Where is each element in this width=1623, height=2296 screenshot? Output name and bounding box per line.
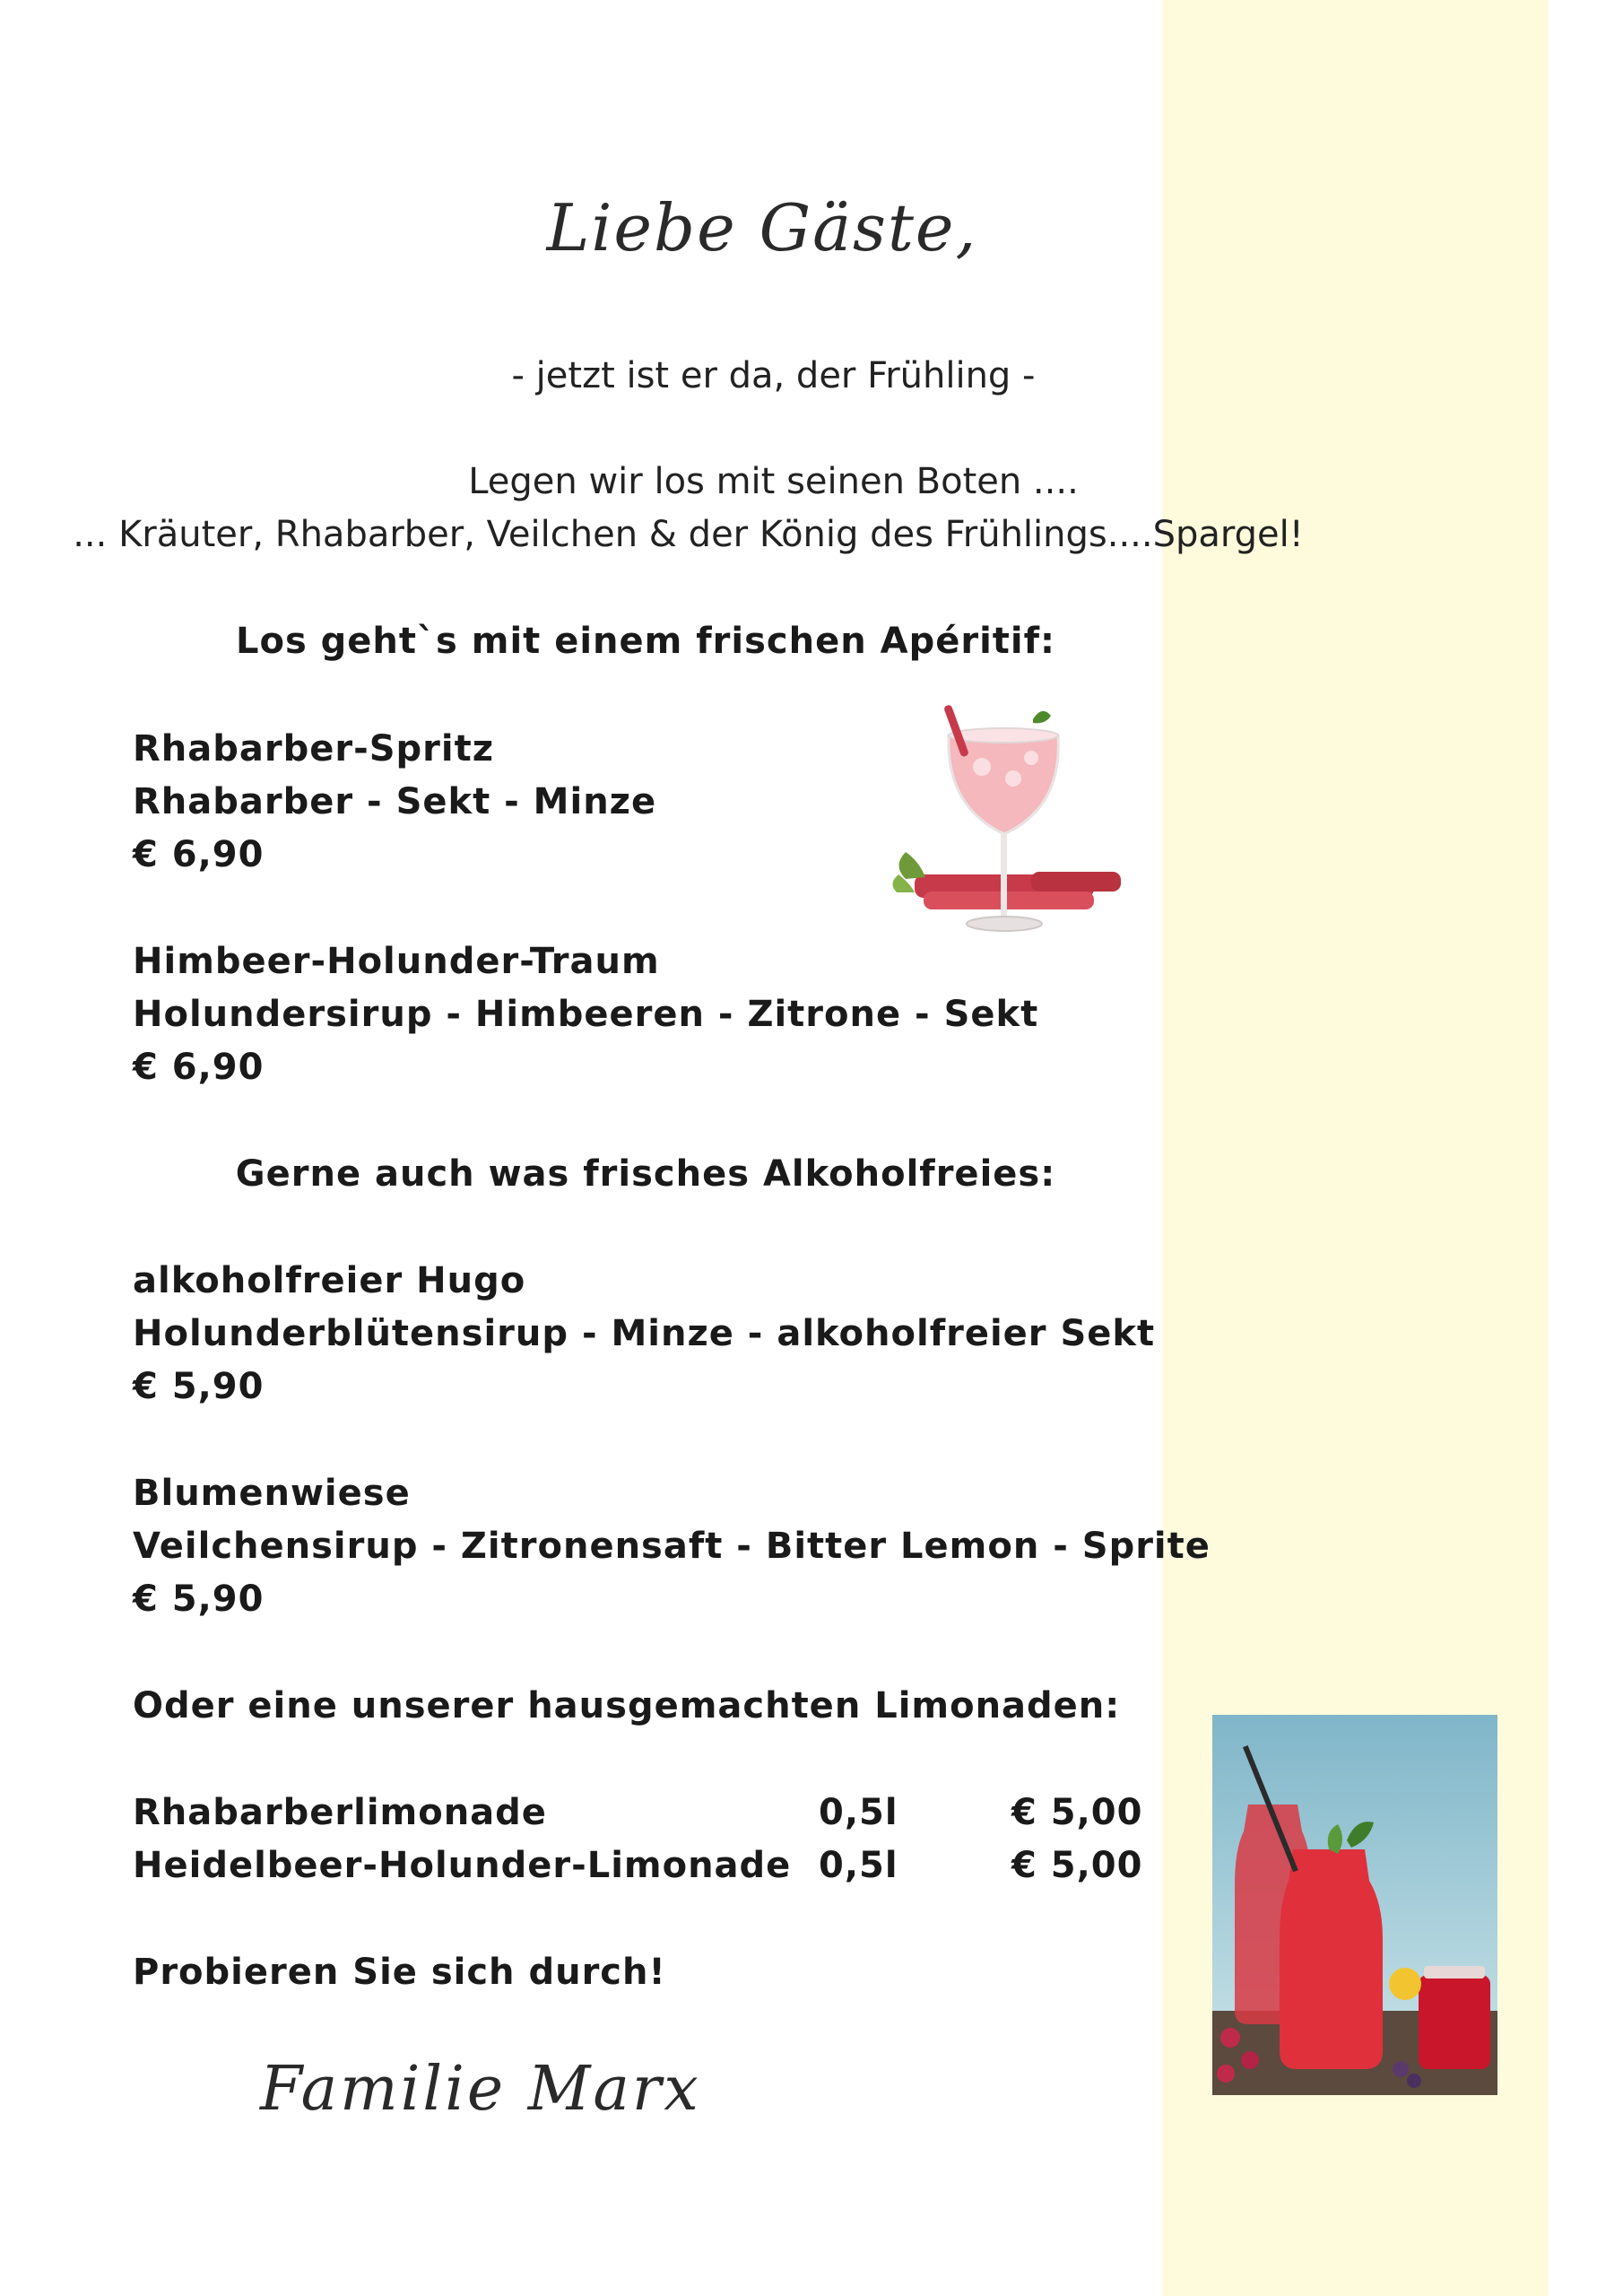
blueberry bbox=[1393, 2061, 1409, 2077]
lemonade-bottle bbox=[1280, 1849, 1383, 2069]
alkoholfrei-item-1-price: € 5,90 bbox=[133, 1366, 265, 1407]
limonade-item-1-name: Rhabarberlimonade bbox=[133, 1792, 547, 1833]
glass-rim bbox=[949, 728, 1058, 743]
greeting-heading: Liebe Gäste, bbox=[546, 190, 978, 265]
raspberry bbox=[1220, 2028, 1240, 2048]
limonade-item-1-volume: 0,5l bbox=[819, 1792, 898, 1833]
aperitif-item-2-ingredients: Holundersirup - Himbeeren - Zitrone - Sekt bbox=[133, 994, 1039, 1035]
aperitif-heading: Los geht`s mit einem frischen Apéritif: bbox=[235, 621, 1056, 662]
limonade-item-1-price: € 5,00 bbox=[1011, 1792, 1143, 1833]
alkoholfrei-item-2-name: Blumenwiese bbox=[133, 1473, 411, 1514]
closing-line: Probieren Sie sich durch! bbox=[133, 1952, 666, 1993]
mint-leaf bbox=[1033, 711, 1051, 723]
alkoholfrei-item-1-ingredients: Holunderblütensirup - Minze - alkoholfreier Sekt bbox=[133, 1313, 1156, 1354]
alkoholfrei-item-2-ingredients: Veilchensirup - Zitronensaft - Bitter Lemon - Sprite bbox=[133, 1526, 1211, 1567]
lemonade-image bbox=[1212, 1715, 1497, 2095]
aperitif-item-2-name: Himbeer-Holunder-Traum bbox=[133, 941, 660, 982]
raspberry bbox=[1241, 2051, 1259, 2069]
ice-cube bbox=[1024, 751, 1038, 765]
jar-rim bbox=[1424, 1966, 1485, 1979]
aperitif-item-1-ingredients: Rhabarber - Sekt - Minze bbox=[133, 781, 657, 822]
limonade-item-2-volume: 0,5l bbox=[819, 1845, 898, 1886]
limonade-item-2-price: € 5,00 bbox=[1011, 1845, 1143, 1886]
rhubarb-leaf bbox=[899, 852, 926, 879]
rhubarb-spritz-image bbox=[888, 700, 1139, 951]
alkoholfrei-item-1-name: alkoholfreier Hugo bbox=[133, 1260, 526, 1301]
limonaden-heading: Oder eine unserer hausgemachten Limonaden: bbox=[133, 1685, 1121, 1726]
blueberry bbox=[1407, 2074, 1421, 2088]
rhubarb-stalk bbox=[1031, 872, 1121, 891]
raspberry bbox=[1217, 2065, 1235, 2083]
ice-cube bbox=[973, 758, 991, 776]
glass-stem bbox=[1001, 832, 1007, 922]
aperitif-item-1-name: Rhabarber-Spritz bbox=[133, 728, 494, 770]
alkoholfrei-item-2-price: € 5,90 bbox=[133, 1578, 265, 1620]
syrup-jar bbox=[1419, 1975, 1490, 2069]
intro-line-2: Legen wir los mit seinen Boten .... bbox=[468, 461, 1079, 502]
lemon bbox=[1389, 1968, 1421, 2000]
glass-foot bbox=[967, 917, 1042, 931]
intro-line-1: - jetzt ist er da, der Frühling - bbox=[511, 355, 1036, 396]
aperitif-item-1-price: € 6,90 bbox=[133, 834, 265, 875]
signature: Familie Marx bbox=[260, 2054, 701, 2125]
limonade-item-2-name: Heidelbeer-Holunder-Limonade bbox=[133, 1845, 792, 1886]
ice-cube bbox=[1005, 770, 1021, 787]
alkoholfrei-heading: Gerne auch was frisches Alkoholfreies: bbox=[235, 1153, 1056, 1195]
aperitif-item-2-price: € 6,90 bbox=[133, 1047, 265, 1088]
intro-line-3: ... Kräuter, Rhabarber, Veilchen & der König des Frühlings....Spargel! bbox=[73, 514, 1304, 555]
rhubarb-stalk bbox=[924, 891, 1094, 909]
